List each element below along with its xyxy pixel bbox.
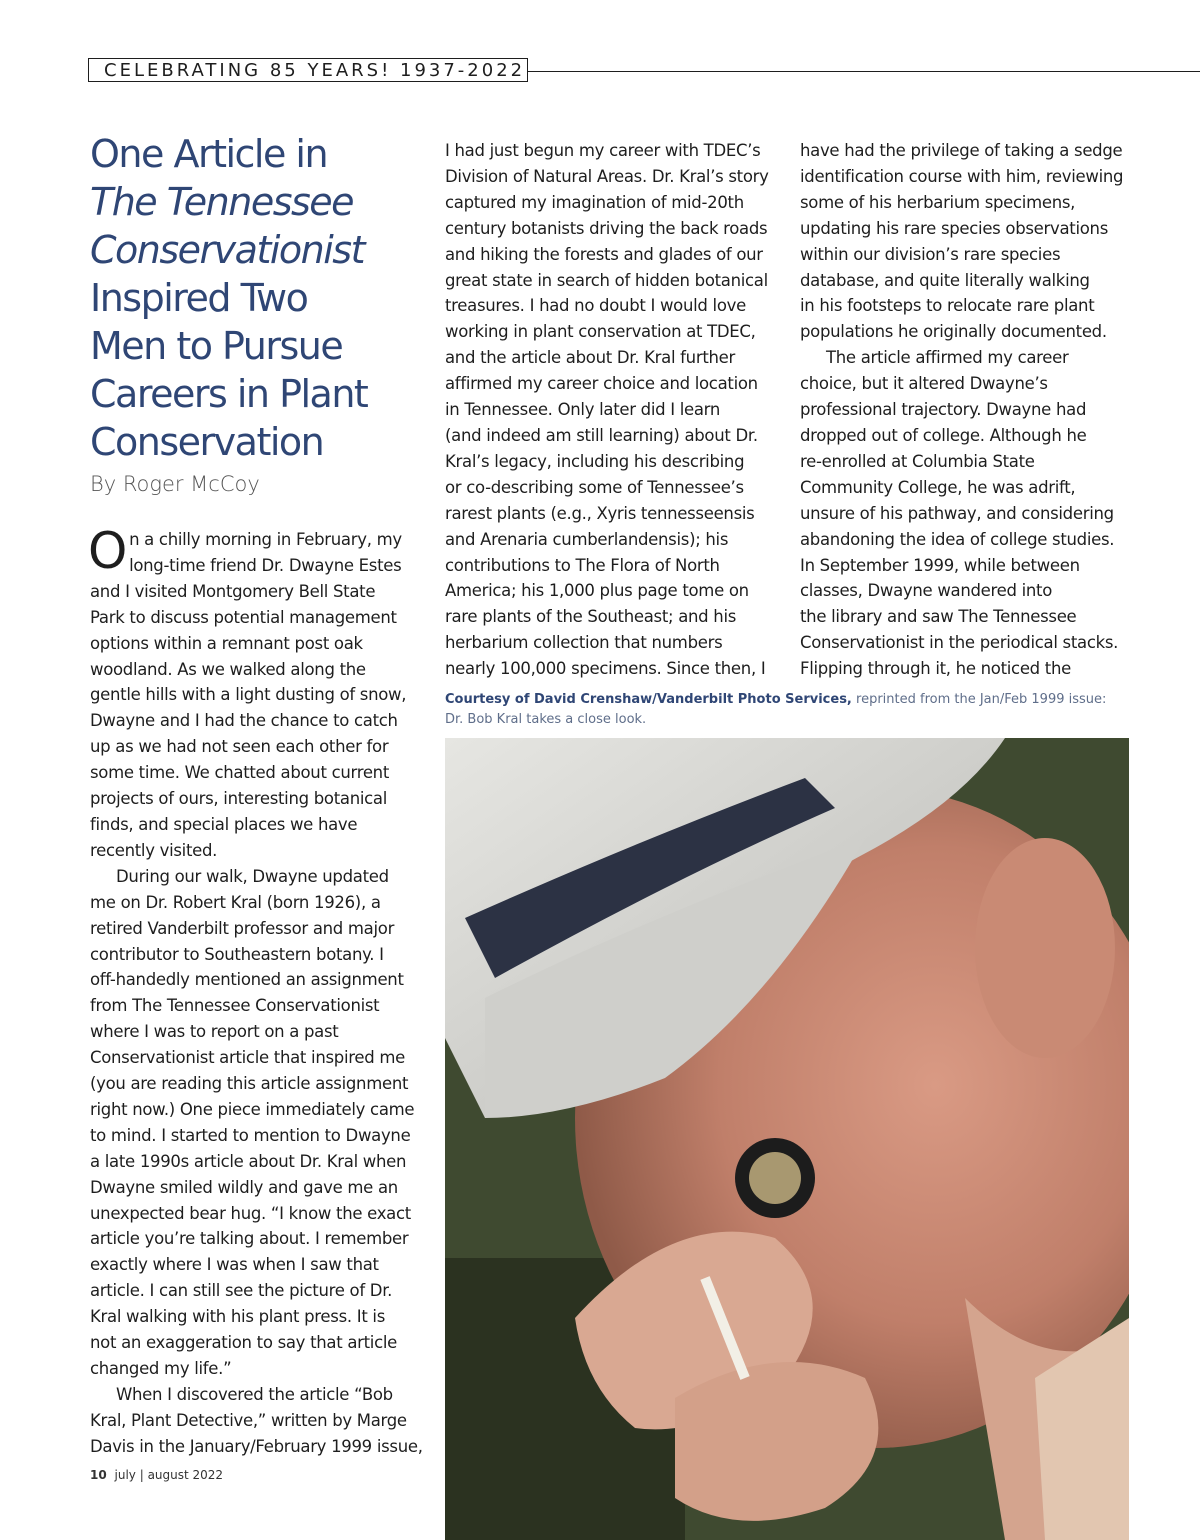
anniversary-banner: CELEBRATING 85 YEARS! 1937-2022 (88, 58, 528, 82)
text-line: and the article about Dr. Kral further (445, 348, 735, 368)
text-line: Division of Natural Areas. Dr. Kral’s story (445, 166, 769, 186)
title-italic-line: Conservationist (90, 228, 364, 272)
text-line: updating his rare species observations (800, 218, 1108, 238)
title-line: Conservation (90, 420, 324, 464)
text-line: Dwayne smiled wildly and gave me an (90, 1177, 398, 1197)
text-line: the library and saw The Tennessee (800, 607, 1077, 627)
text-line: rare plants of the Southeast; and his (445, 607, 737, 627)
text-line: woodland. As we walked along the (90, 659, 366, 679)
text-line: exactly where I was when I saw that (90, 1255, 379, 1275)
text-line: contributor to Southeastern botany. I (90, 944, 384, 964)
text-line: some time. We chatted about current (90, 763, 389, 783)
text-line: nearly 100,000 specimens. Since then, I (445, 659, 766, 679)
title-line: Inspired Two (90, 276, 308, 320)
article-column-1 (88, 522, 423, 1460)
photo-illustration (445, 738, 1129, 1540)
text-line: rarest plants (e.g., Xyris tennesseensis (445, 503, 755, 523)
text-line: article. I can still see the picture of Dr. (90, 1281, 393, 1301)
text-line: in Tennessee. Only later did I learn (445, 400, 721, 420)
text-line: in his footsteps to relocate rare plant (800, 296, 1095, 316)
text-line: and Arenaria cumberlandensis); his (445, 529, 729, 549)
text-line: article you’re talking about. I remember (90, 1229, 409, 1249)
text-line: and hiking the forests and glades of our (445, 244, 763, 264)
text-line: Kral, Plant Detective,” written by Marge (90, 1410, 407, 1430)
text-line: The article affirmed my career (826, 348, 1069, 368)
text-line: unsure of his pathway, and considering (800, 503, 1114, 523)
drop-cap: O (88, 522, 128, 580)
byline: By Roger McCoy (90, 472, 260, 496)
text-line: unexpected bear hug. “I know the exact (90, 1203, 411, 1223)
title-line: One Article in (90, 132, 328, 176)
text-line: dropped out of college. Although he (800, 425, 1087, 445)
text-line: Dwayne and I had the chance to catch (90, 711, 398, 731)
text-line: populations he originally documented. (800, 322, 1107, 342)
text-line: changed my life.” (90, 1359, 232, 1378)
text-line: not an exaggeration to say that article (90, 1333, 397, 1353)
text-line: abandoning the idea of college studies. (800, 529, 1115, 549)
text-line: or co-describing some of Tennessee’s (445, 477, 744, 497)
text-line: to mind. I started to mention to Dwayne (90, 1125, 411, 1145)
photo-caption (445, 690, 1135, 730)
text-line: some of his herbarium specimens, (800, 192, 1076, 212)
caption-source: reprinted from the Jan/Feb 1999 issue: (851, 692, 1107, 707)
text-line: n a chilly morning in February, my (129, 530, 402, 549)
text-line: off-handedly mentioned an assignment (90, 970, 404, 990)
text-line: classes, Dwayne wandered into (800, 581, 1053, 601)
title-line: Careers in Plant (90, 372, 368, 416)
text-line: database, and quite literally walking (800, 270, 1090, 290)
photo-credit: Courtesy of David Crenshaw/Vanderbilt Photo Services, (445, 692, 852, 707)
text-line: where I was to report on a past (90, 1022, 339, 1042)
page-footer (90, 1468, 223, 1482)
text-line: I had just begun my career with TDEC’s (445, 141, 761, 160)
text-line: long-time friend Dr. Dwayne Estes (129, 555, 402, 575)
text-line: choice, but it altered Dwayne’s (800, 374, 1048, 394)
title-line: Men to Pursue (90, 324, 343, 368)
text-line: (and indeed am still learning) about Dr. (445, 425, 758, 445)
issue-date: july | august 2022 (114, 1468, 224, 1482)
text-line: professional trajectory. Dwayne had (800, 400, 1087, 420)
text-line: captured my imagination of mid-20th (445, 192, 744, 212)
text-line: from The Tennessee Conservationist (90, 996, 380, 1016)
text-line: When I discovered the article “Bob (116, 1384, 393, 1404)
text-line: Conservationist article that inspired me (90, 1048, 405, 1068)
text-line: century botanists driving the back roads (445, 218, 768, 238)
text-line: within our division’s rare species (800, 244, 1061, 264)
text-line: options within a remnant post oak (90, 633, 363, 653)
text-line: In September 1999, while between (800, 555, 1080, 575)
text-line: America; his 1,000 plus page tome on (445, 581, 749, 601)
article-column-3 (800, 138, 1130, 682)
text-line: finds, and special places we have (90, 814, 358, 834)
article-column-2 (445, 138, 775, 682)
text-line: Community College, he was adrift, (800, 477, 1076, 497)
text-line: Kral walking with his plant press. It is (90, 1307, 386, 1327)
text-line: recently visited. (90, 840, 218, 860)
text-line: Conservationist in the periodical stacks. (800, 633, 1119, 653)
text-line: (you are reading this article assignment (90, 1074, 409, 1094)
text-line: a late 1990s article about Dr. Kral when (90, 1151, 407, 1171)
text-line: up as we had not seen each other for (90, 737, 389, 757)
title-italic-line: The Tennessee (90, 180, 354, 224)
text-line: and I visited Montgomery Bell State (90, 581, 376, 601)
text-line: gentle hills with a light dusting of snow, (90, 685, 407, 705)
text-line: contributions to The Flora of North (445, 555, 720, 575)
text-line: working in plant conservation at TDEC, (445, 322, 756, 342)
text-line: Flipping through it, he noticed the (800, 659, 1071, 679)
botanist-photo (445, 738, 1129, 1540)
text-line: treasures. I had no doubt I would love (445, 296, 746, 316)
text-line: great state in search of hidden botanical (445, 270, 768, 290)
text-line: Park to discuss potential management (90, 607, 397, 627)
text-line: projects of ours, interesting botanical (90, 789, 387, 809)
text-line: herbarium collection that numbers (445, 633, 723, 653)
text-line: retired Vanderbilt professor and major (90, 918, 395, 938)
page-number: 10 (90, 1468, 107, 1482)
text-line: have had the privilege of taking a sedge (800, 141, 1123, 160)
text-line: me on Dr. Robert Kral (born 1926), a (90, 892, 381, 912)
text-line: identification course with him, reviewing (800, 166, 1124, 186)
text-line: Kral’s legacy, including his describing (445, 451, 745, 471)
text-line: Davis in the January/February 1999 issue, (90, 1436, 423, 1456)
text-line: re-enrolled at Columbia State (800, 451, 1035, 471)
text-line: affirmed my career choice and location (445, 374, 758, 394)
article-title (90, 130, 430, 466)
caption-text: Dr. Bob Kral takes a close look. (445, 712, 647, 727)
text-line: right now.) One piece immediately came (90, 1099, 415, 1119)
text-line: During our walk, Dwayne updated (116, 866, 389, 886)
